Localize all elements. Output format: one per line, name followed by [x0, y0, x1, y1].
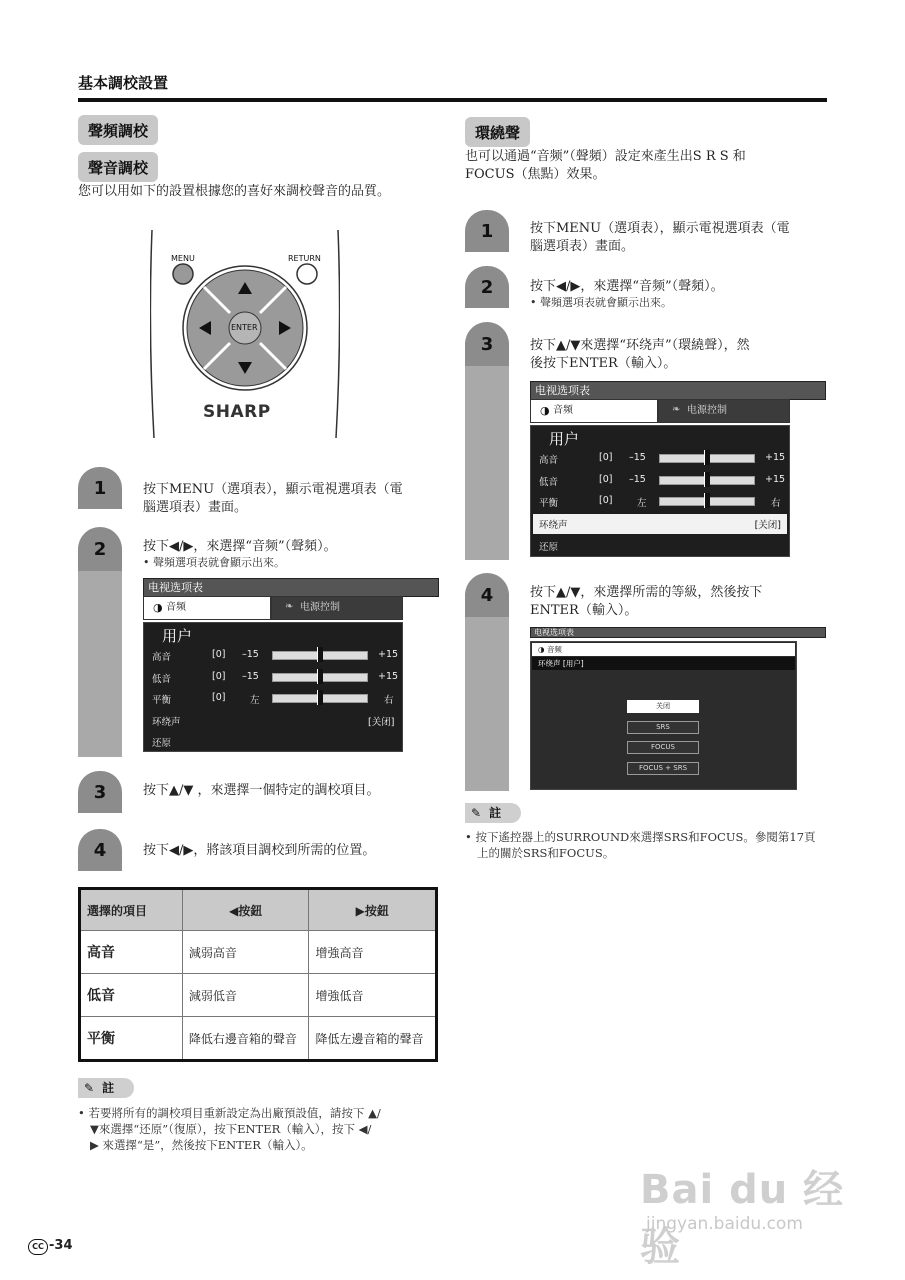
menu-tabs	[530, 399, 790, 423]
page-header: 基本調校設置	[78, 74, 169, 92]
row-value: [0]	[599, 474, 613, 485]
table-cell: 減弱高音	[182, 931, 309, 974]
left-note-text	[78, 1105, 440, 1153]
note-line: ▼來選擇“还原”（復原），按下ENTER（輸入），按下 ◀/	[90, 1122, 372, 1136]
menu-mode: 用户	[162, 627, 193, 645]
row-label-reset: 还原	[539, 542, 559, 553]
slider-balance	[272, 694, 368, 703]
row-value: [0]	[599, 452, 613, 463]
row-label-reset: 还原	[152, 738, 172, 749]
region-logo: CC	[28, 1239, 48, 1255]
surround-row-highlight	[533, 514, 787, 534]
table-cell: 增強低音	[309, 974, 437, 1017]
tab-audio-label: 音频	[166, 602, 186, 613]
table-cell: 增強高音	[309, 931, 437, 974]
step-text-line: ENTER（輸入）。	[530, 603, 638, 618]
page-number: -34	[49, 1238, 73, 1253]
row-max: +15	[378, 671, 399, 682]
slider-balance	[659, 497, 755, 506]
slider-thumb	[704, 450, 710, 465]
step-number: 1	[78, 467, 122, 509]
step-number: 3	[78, 771, 122, 813]
menu-panel	[530, 425, 790, 557]
slider-thumb	[704, 472, 710, 487]
step-bar	[465, 593, 509, 791]
row-surround-value: [关闭]	[754, 520, 781, 531]
row-max: +15	[765, 452, 786, 463]
menu-tabs	[143, 596, 403, 620]
paperclip-icon: ✎	[84, 1081, 95, 1095]
row-max: +15	[765, 474, 786, 485]
intro-line: FOCUS（焦點）效果。	[465, 167, 606, 182]
left-step-4-text: 按下◀/▶，將該項目調校到所需的位置。	[143, 843, 376, 858]
adjustment-table	[78, 887, 438, 1062]
section-title-audio: 聲頻調校	[78, 115, 158, 145]
table-header: ◀按鈕	[182, 889, 309, 931]
left-step-2-marker	[78, 527, 122, 757]
step-number: 2	[465, 266, 509, 308]
tab-power-label: 电源控制	[687, 405, 727, 416]
step-number: 4	[465, 573, 509, 617]
row-value: [0]	[599, 495, 613, 506]
small-menu-panel	[530, 641, 797, 790]
right-step-4-text	[530, 584, 762, 620]
step-text-line: 按下▲/▼來選擇“环绕声”（環繞聲），然	[530, 338, 750, 353]
note-line: • 按下遙控器上的SURROUND來選擇SRS和FOCUS。參閱第17頁	[465, 830, 816, 844]
slider-thumb	[704, 493, 710, 508]
step-number: 2	[78, 527, 122, 571]
tab-audio-label: 音频	[553, 405, 573, 416]
note-line: ▶ 來選擇“是”，然後按下ENTER（輸入）。	[90, 1138, 313, 1152]
option-focus-srs[interactable]: FOCUS + SRS	[627, 762, 699, 775]
remote-enter-label: ENTER	[231, 323, 258, 332]
step-number: 1	[465, 210, 509, 252]
option-srs[interactable]: SRS	[627, 721, 699, 734]
menu-panel	[143, 622, 403, 752]
row-value: [0]	[212, 649, 226, 660]
baidu-watermark	[640, 1150, 870, 1270]
right-note-text	[465, 829, 830, 861]
table-cell: 降低左邊音箱的聲音	[309, 1017, 437, 1061]
right-step-2-marker	[465, 266, 509, 308]
small-menu-subtitle: 环绕声 [用户]	[532, 657, 795, 670]
slider-thumb	[317, 669, 323, 684]
left-intro: 您可以用如下的設置根據您的喜好來調校聲音的品質。	[78, 184, 391, 199]
slider-bass	[659, 476, 755, 485]
row-label-treble: 高音	[152, 652, 172, 663]
right-step-1-marker	[465, 210, 509, 252]
small-menu-tab	[532, 643, 795, 656]
note-label: 註	[102, 1081, 115, 1095]
table-cell: 減弱低音	[182, 974, 309, 1017]
row-max: +15	[378, 649, 399, 660]
table-header: ▶按鈕	[309, 889, 437, 931]
tab-power-label: 电源控制	[300, 602, 340, 613]
step-text-line: 後按下ENTER（輸入）。	[530, 356, 677, 371]
tv-surround-menu	[530, 627, 826, 790]
right-step-2-bullet: • 聲頻選項表就會顯示出來。	[530, 296, 672, 309]
note-line: 上的關於SRS和FOCUS。	[477, 846, 615, 860]
menu-mode: 用户	[549, 430, 580, 448]
step-text-line: 按下MENU（選項表），顯示電視選項表（電	[143, 482, 403, 497]
menu-title: 电视选项表	[143, 578, 439, 597]
watermark-url: jingyan.baidu.com	[646, 1214, 803, 1234]
slider-thumb	[317, 647, 323, 662]
table-row	[80, 1017, 437, 1061]
row-min: –15	[242, 649, 259, 660]
row-min: 左	[637, 498, 647, 509]
audio-icon: ◑	[153, 601, 163, 614]
sharp-logo: SHARP	[203, 402, 271, 422]
right-step-4-marker	[465, 573, 509, 791]
row-label-balance: 平衡	[152, 695, 172, 706]
audio-icon: ◑	[538, 645, 547, 654]
right-step-3-marker	[465, 322, 509, 560]
step-number: 3	[465, 322, 509, 366]
row-surround-value: [关闭]	[368, 717, 395, 728]
slider-treble	[659, 454, 755, 463]
row-label-surround: 环绕声	[152, 717, 181, 728]
note-line: • 若要將所有的調校項目重新設定為出廠預設值，請按下 ▲/	[78, 1106, 381, 1120]
row-max: 右	[771, 498, 781, 509]
leaf-icon: ❧	[285, 601, 294, 612]
remote-return-label: RETURN	[288, 254, 321, 263]
table-cell: 高音	[80, 931, 183, 974]
left-step-4-marker	[78, 829, 122, 871]
left-step-2-text: 按下◀/▶，來選擇“音频”（聲頻）。	[143, 539, 337, 554]
header-rule	[78, 98, 827, 102]
tv-menu-screenshot-left	[143, 578, 439, 756]
slider-bass	[272, 673, 368, 682]
step-bar	[78, 547, 122, 757]
remote-menu-label: MENU	[171, 254, 195, 263]
right-step-2-text: 按下◀/▶，來選擇“音频”（聲頻）。	[530, 279, 724, 294]
left-note-tag	[78, 1078, 134, 1098]
row-max: 右	[384, 695, 394, 706]
subsection-title-sound: 聲音調校	[78, 152, 158, 182]
watermark-brand: Bai du 经验	[640, 1167, 845, 1270]
step-bar	[465, 342, 509, 560]
small-menu-title: 电视选项表	[530, 627, 826, 638]
slider-treble	[272, 651, 368, 660]
table-cell: 降低右邊音箱的聲音	[182, 1017, 309, 1061]
left-step-1-marker	[78, 467, 122, 509]
remote-illustration	[150, 230, 340, 440]
row-label-treble: 高音	[539, 455, 559, 466]
table-header-row	[80, 889, 437, 931]
tv-menu-screenshot-right	[530, 381, 826, 559]
right-step-1-text	[530, 220, 790, 256]
step-number: 4	[78, 829, 122, 871]
small-tab-label: 音频	[546, 645, 562, 654]
left-step-3-marker	[78, 771, 122, 813]
row-label-bass: 低音	[152, 674, 172, 685]
row-min: 左	[250, 695, 260, 706]
option-off[interactable]: 关闭	[627, 700, 699, 713]
table-cell: 平衡	[80, 1017, 183, 1061]
row-label-surround: 环绕声	[539, 520, 568, 531]
table-row	[80, 974, 437, 1017]
right-intro	[465, 148, 746, 184]
intro-line: 也可以通過“音频”（聲頻）設定來產生出S R S 和	[465, 149, 746, 164]
paperclip-icon: ✎	[471, 806, 482, 820]
note-label: 註	[489, 806, 502, 820]
left-step-3-text: 按下▲/▼ ，來選擇一個特定的調校項目。	[143, 783, 380, 798]
row-min: –15	[629, 452, 646, 463]
step-text-line: 按下▲/▼，來選擇所需的等級，然後按下	[530, 585, 763, 600]
left-step-2-bullet: • 聲頻選項表就會顯示出來。	[143, 556, 285, 569]
table-cell: 低音	[80, 974, 183, 1017]
step-text-line: 腦選項表）畫面。	[143, 500, 248, 515]
slider-thumb	[317, 690, 323, 705]
row-label-balance: 平衡	[539, 498, 559, 509]
table-header: 選擇的項目	[80, 889, 183, 931]
menu-title: 电视选项表	[530, 381, 826, 400]
right-step-3-text	[530, 337, 750, 373]
row-value: [0]	[212, 692, 226, 703]
row-min: –15	[629, 474, 646, 485]
table-row	[80, 931, 437, 974]
section-title-surround: 環繞聲	[465, 117, 530, 147]
step-text-line: 按下MENU（選項表），顯示電視選項表（電	[530, 221, 790, 236]
row-label-bass: 低音	[539, 477, 559, 488]
audio-icon: ◑	[540, 404, 550, 417]
step-text-line: 腦選項表）畫面。	[530, 239, 635, 254]
row-min: –15	[242, 671, 259, 682]
row-value: [0]	[212, 671, 226, 682]
right-note-tag	[465, 803, 521, 823]
option-focus[interactable]: FOCUS	[627, 741, 699, 754]
leaf-icon: ❧	[672, 404, 681, 415]
left-step-1-text	[143, 481, 403, 517]
